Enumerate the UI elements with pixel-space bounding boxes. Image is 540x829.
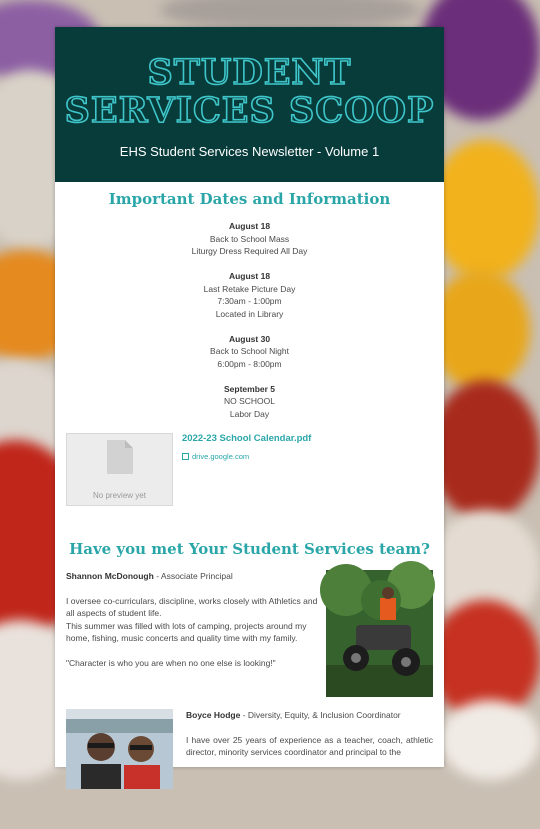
- event-line: Liturgy Dress Required All Day: [191, 246, 308, 256]
- file-source-link[interactable]: [182, 452, 311, 461]
- event-line: NO SCHOOL: [223, 396, 275, 406]
- team-member: [55, 709, 444, 829]
- section-title-team: Have you met Your Student Services team?: [69, 539, 430, 558]
- bio-paragraph: This summer was filled with lots of camping, projects around my home, fishing, music concerts and quality time with my family.: [66, 620, 307, 643]
- bio-paragraph: I have over 25 years of experience as a teacher, coach, athletic director, minority services coordinator and principal to the: [186, 734, 433, 757]
- file-attachment: [55, 433, 444, 523]
- team-section: [55, 540, 444, 829]
- newsletter-subtitle: EHS Student Services Newsletter - Volume 1: [119, 144, 380, 159]
- event-item: [55, 333, 444, 371]
- title-line-1: STUDENT: [147, 52, 352, 93]
- file-info: [182, 433, 311, 461]
- member-bio: [66, 570, 321, 670]
- newsletter-header: [55, 27, 444, 182]
- event-item: [55, 270, 444, 320]
- event-date: August 18: [228, 221, 271, 231]
- file-source-label: drive.google.com: [192, 451, 250, 461]
- member-role: - Associate Principal: [153, 570, 233, 581]
- event-item: [55, 383, 444, 421]
- newsletter-title: [55, 54, 444, 130]
- event-date: September 5: [223, 383, 276, 394]
- atv-photo-illustration: [326, 570, 433, 697]
- external-link-icon: [182, 453, 189, 460]
- newsletter-card: [55, 27, 444, 767]
- important-dates-section: [55, 190, 444, 420]
- member-photo: [66, 709, 173, 789]
- bio-paragraph: I oversee co-curriculars, discipline, works closely with Athletics and all aspects of student life.: [66, 595, 318, 618]
- event-item: [55, 220, 444, 258]
- section-title-dates: Important Dates and Information: [108, 190, 391, 208]
- event-line: Back to School Night: [210, 346, 289, 356]
- document-icon: [107, 440, 133, 474]
- member-quote: "Character is who you are when no one else is looking!": [66, 658, 276, 668]
- selfie-photo-illustration: [66, 709, 173, 789]
- member-bio: [186, 709, 433, 759]
- event-date: August 30: [228, 333, 271, 344]
- team-member: [55, 570, 444, 703]
- event-line: Back to School Mass: [209, 233, 290, 244]
- no-preview-label: No preview yet: [93, 490, 146, 500]
- file-name-link[interactable]: 2022-23 School Calendar.pdf: [182, 432, 312, 444]
- event-line: Located in Library: [215, 308, 284, 319]
- member-photo: [326, 570, 433, 697]
- event-line: 7:30am - 1:00pm: [217, 296, 282, 306]
- event-line: 6:00pm - 8:00pm: [217, 358, 282, 369]
- member-name: Shannon McDonough: [66, 570, 154, 581]
- member-role: - Diversity, Equity, & Inclusion Coordinator: [240, 709, 401, 720]
- event-date: August 18: [228, 271, 271, 281]
- event-line: Labor Day: [229, 408, 270, 419]
- file-preview[interactable]: [66, 433, 173, 506]
- member-name: Boyce Hodge: [186, 709, 241, 720]
- event-line: Last Retake Picture Day: [203, 283, 296, 294]
- title-line-2: SERVICES SCOOP: [64, 90, 435, 131]
